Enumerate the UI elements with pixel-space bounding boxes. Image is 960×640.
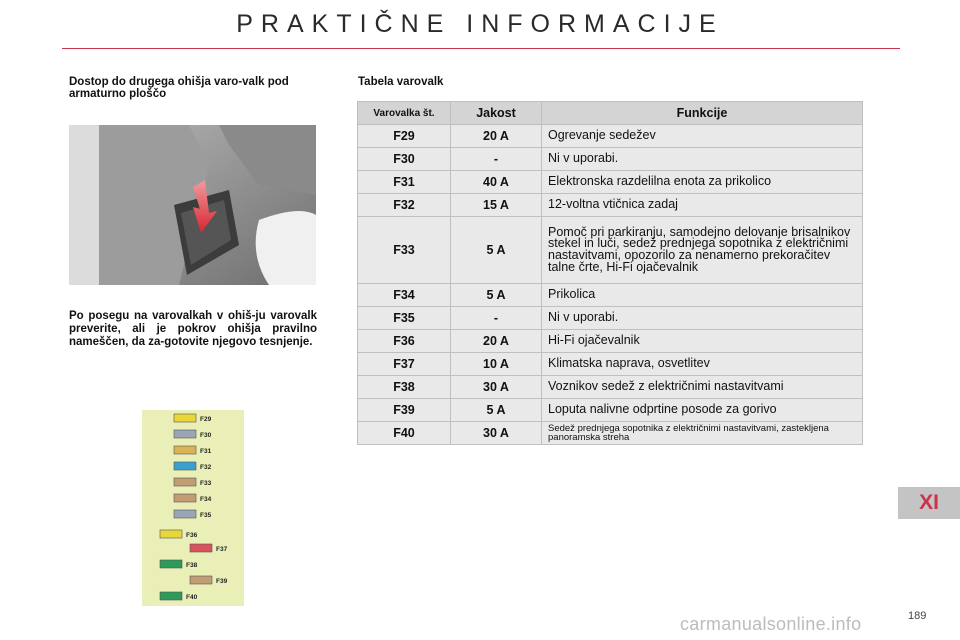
fuse-label: F35 [200,512,212,519]
column-header-functions: Funkcije [542,102,863,125]
chapter-tab[interactable]: XI [898,487,960,519]
fuse-f33 [174,478,196,486]
function-cell: Ogrevanje sedežev [542,125,863,148]
fuse-f35 [174,510,196,518]
title-divider [62,48,900,49]
fuse-label: F36 [186,532,198,539]
fuse-table-heading: Tabela varovalk [358,76,444,88]
fuse-f36 [160,530,182,538]
rating-cell: 20 A [451,125,542,148]
rating-cell: 20 A [451,330,542,353]
table-row [358,194,863,217]
table-row [358,307,863,330]
fuse-label: F30 [200,432,212,439]
fuse-f32 [174,462,196,470]
function-cell: Sedež prednjega sopotnika z električnimi nastavitvami, zastekljena panoramska streha [542,422,863,445]
rating-cell: - [451,307,542,330]
fuse-f29 [174,414,196,422]
cover-check-note: Po posegu na varovalkah v ohiš-ju varovalk preverite, ali je pokrov ohišja pravilno nameščen, da za-gotovite njegovo tesnjenje. [69,310,317,348]
table-row [358,171,863,194]
rating-cell: 15 A [451,194,542,217]
fuse-f30 [174,430,196,438]
table-row [358,330,863,353]
fuse-label: F37 [216,546,228,553]
fuse-table [357,101,863,445]
rating-cell: 10 A [451,353,542,376]
function-cell: Hi-Fi ojačevalnik [542,330,863,353]
table-row [358,422,863,445]
fuse-label: F33 [200,480,212,487]
dashboard-fuse-access-photo [69,125,316,285]
function-cell: Ni v uporabi. [542,148,863,171]
column-header-fuse-number: Varovalka št. [358,102,451,125]
rating-cell: 40 A [451,171,542,194]
fuse-label: F38 [186,562,198,569]
table-row [358,148,863,171]
rating-cell: 5 A [451,217,542,284]
table-row [358,125,863,148]
fuse-f40 [160,592,182,600]
fuse-number-cell: F38 [358,376,451,399]
function-cell: 12-voltna vtičnica zadaj [542,194,863,217]
fuse-f31 [174,446,196,454]
rating-cell: 30 A [451,376,542,399]
table-row [358,399,863,422]
rating-cell: 5 A [451,284,542,307]
function-cell: Loputa nalivne odprtine posode za gorivo [542,399,863,422]
table-row [358,217,863,284]
fuse-number-cell: F39 [358,399,451,422]
fuse-f34 [174,494,196,502]
fuse-number-cell: F37 [358,353,451,376]
fuse-number-cell: F34 [358,284,451,307]
page-number: 189 [908,610,927,622]
function-cell: Klimatska naprava, osvetlitev [542,353,863,376]
fuse-number-cell: F40 [358,422,451,445]
fuse-label: F32 [200,464,212,471]
fuse-number-cell: F30 [358,148,451,171]
fuse-box-diagram [142,410,244,606]
fuse-label: F29 [200,416,212,423]
column-header-rating: Jakost [451,102,542,125]
function-cell: Ni v uporabi. [542,307,863,330]
table-row [358,353,863,376]
fuse-number-cell: F31 [358,171,451,194]
fuse-label: F39 [216,578,228,585]
function-cell: Voznikov sedež z električnimi nastavitvami [542,376,863,399]
rating-cell: 5 A [451,399,542,422]
table-row [358,284,863,307]
watermark: carmanualsonline.info [680,614,862,634]
function-cell: Elektronska razdelilna enota za prikolico [542,171,863,194]
fuse-f37 [190,544,212,552]
page-title: PRAKTIČNE INFORMACIJE [236,10,724,38]
function-cell: Prikolica [542,284,863,307]
function-cell: Pomoč pri parkiranju, samodejno delovanje brisalnikov stekel in luči, sedež prednjega sopotnika z električnimi nastavitvami, opozorilo za nenamerno prekoračitev talne črte, Hi-Fi ojačevalnik [542,217,863,284]
fuse-label: F34 [200,496,212,503]
table-header-row [358,102,863,125]
fuse-number-cell: F32 [358,194,451,217]
fuse-number-cell: F36 [358,330,451,353]
table-row [358,376,863,399]
fuse-f39 [190,576,212,584]
rating-cell: - [451,148,542,171]
fuse-number-cell: F35 [358,307,451,330]
fuse-label: F31 [200,448,212,455]
fuse-number-cell: F29 [358,125,451,148]
rating-cell: 30 A [451,422,542,445]
fuse-f38 [160,560,182,568]
fuse-number-cell: F33 [358,217,451,284]
fuse-label: F40 [186,594,198,601]
section-heading-access: Dostop do drugega ohišja varo-valk pod armaturno ploščo [69,76,289,100]
